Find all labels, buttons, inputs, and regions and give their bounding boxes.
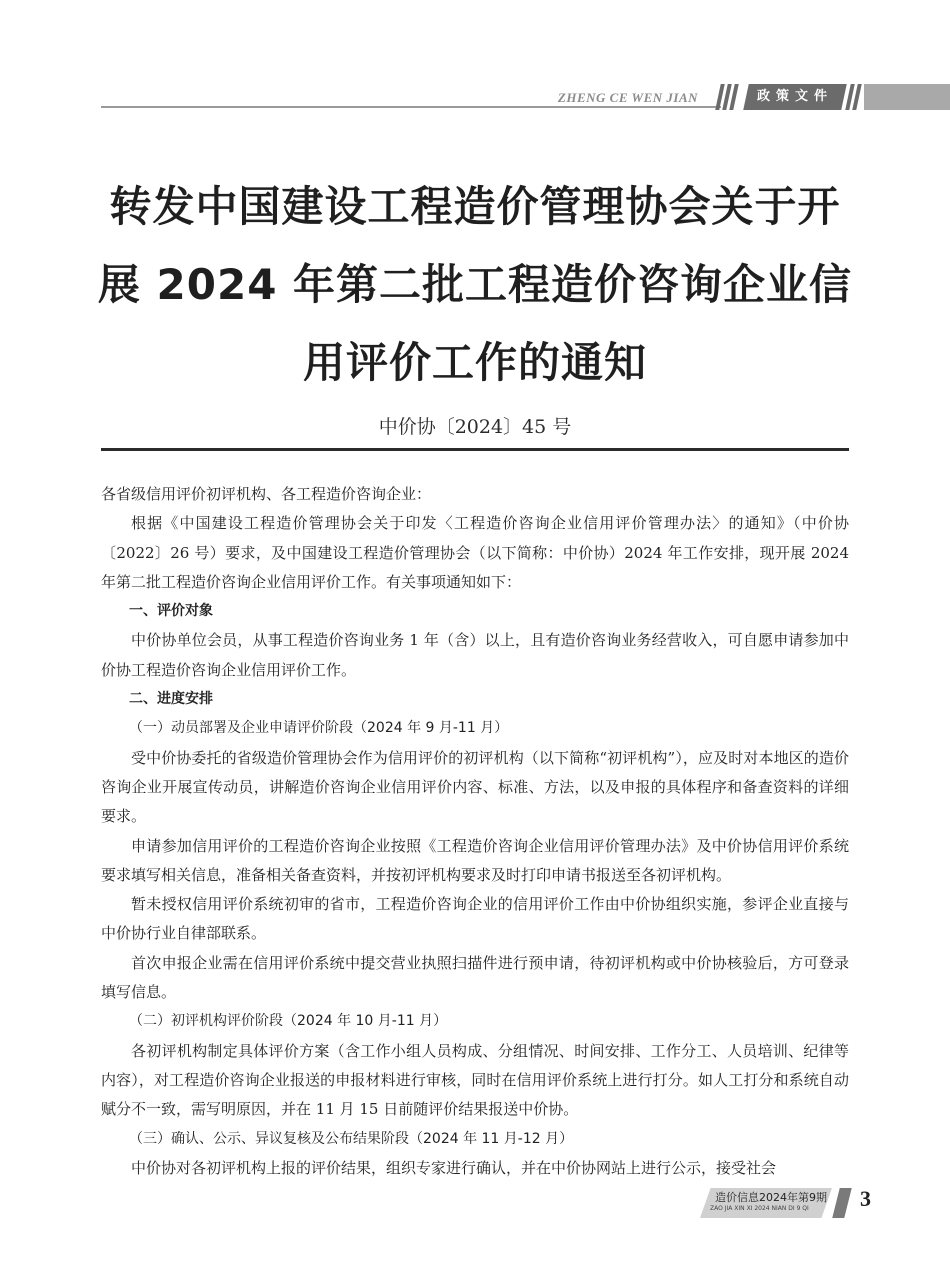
title-divider: [101, 448, 849, 451]
section-label-cn: 政策文件: [756, 89, 833, 104]
footer-accent-mark: [832, 1188, 851, 1218]
article-title: [0, 168, 950, 402]
salutation: 各省级信用评价初评机构、各工程造价咨询企业：: [101, 485, 432, 503]
section-heading: 二、进度安排: [129, 691, 213, 708]
document-number: 中价协〔2024〕45 号: [378, 416, 572, 438]
journal-title: 造价信息2024年第9期: [715, 1191, 827, 1204]
subsection-heading: （一）动员部署及企业申请评价阶段（2024 年 9 月-11 月）: [129, 720, 509, 737]
paragraph: 中价协对各初评机构上报的评价结果，组织专家进行确认，并在中价协网站上进行公示，接受社会: [131, 1158, 777, 1177]
paragraph: 中价协单位会员，从事工程造价咨询业务 1 年（含）以上，且有造价咨询业务经营收入，可自愿申请参加中价协工程造价咨询企业信用评价工作。: [101, 631, 849, 679]
article-body: [101, 480, 849, 1183]
section-label-en: ZHENG CE WEN JIAN: [557, 90, 698, 105]
header-tail-bar: [864, 84, 950, 110]
subsection-heading: （二）初评机构评价阶段（2024 年 10 月-11 月）: [129, 1013, 448, 1030]
journal-pinyin: ZAO JIA XIN XI 2024 NIAN DI 9 QI: [710, 1205, 809, 1212]
paragraph: 暂未授权信用评价系统初审的省市，工程造价咨询企业的信用评价工作由中价协组织实施，参评企业直接与中价协行业自律部联系。: [101, 895, 849, 943]
title-line: 展 2024 年第二批工程造价咨询企业信: [97, 260, 853, 309]
title-line: 用评价工作的通知: [302, 338, 647, 387]
header-rule: [101, 106, 721, 108]
paragraph: 受中价协委托的省级造价管理协会作为信用评价的初评机构（以下简称“初评机构”），应及时对本地区的造价咨询企业开展宣传动员，讲解造价咨询企业信用评价内容、标准、方法，以及申报的具体程序和备查资料的详细要求。: [101, 748, 849, 826]
paragraph: 申请参加信用评价的工程造价咨询企业按照《工程造价咨询企业信用评价管理办法》及中价协信用评价系统要求填写相关信息，准备相关备查资料，并按初评机构要求及时打印申请书报送至各初评机构。: [101, 836, 849, 884]
page-number: 3: [860, 1186, 871, 1211]
section-heading: 一、评价对象: [129, 603, 213, 620]
header-stripes-left: [718, 84, 736, 110]
paragraph: 各初评机构制定具体评价方案（含工作小组人员构成、分组情况、时间安排、工作分工、人员培训、纪律等内容），对工程造价咨询企业报送的申报材料进行审核，同时在信用评价系统上进行打分。如人工打分和系统自动赋分不一致，需写明原因，并在 11 月 15 日前随评价结果报送中价协。: [101, 1041, 849, 1119]
title-line: 转发中国建设工程造价管理协会关于开: [109, 182, 841, 231]
paragraph: 首次申报企业需在信用评价系统中提交营业执照扫描件进行预申请，待初评机构或中价协核验后，方可登录填写信息。: [101, 953, 849, 1002]
subsection-heading: （三）确认、公示、异议复核及公布结果阶段（2024 年 11 月-12 月）: [129, 1130, 574, 1147]
paragraph: 根据《中国建设工程造价管理协会关于印发〈工程造价咨询企业信用评价管理办法〉的通知》（中价协〔2022〕26 号）要求，及中国建设工程造价管理协会（以下简称：中价协）2024 年工作安排，现开展 2024 年第二批工程造价咨询企业信用评价工作。有关事项通知如下：: [101, 514, 849, 591]
header-stripes-right: [848, 84, 859, 110]
